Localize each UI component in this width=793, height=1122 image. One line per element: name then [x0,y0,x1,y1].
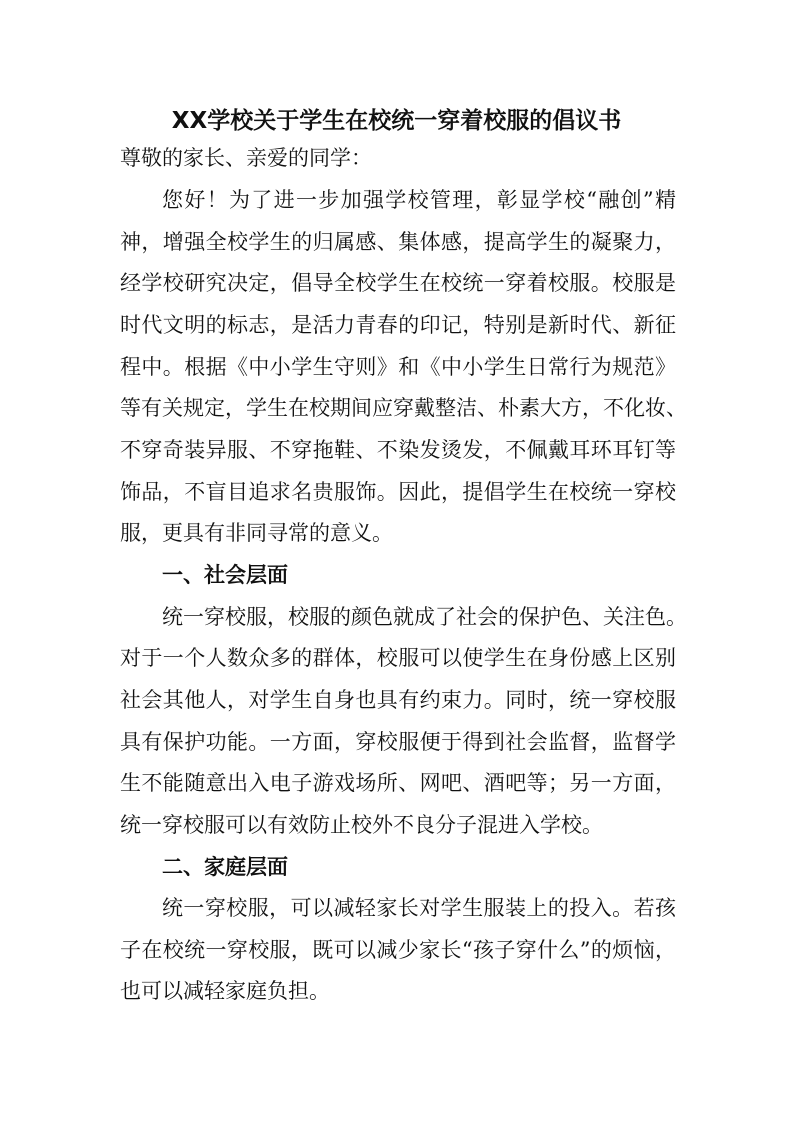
text-line: 不穿奇装异服、不穿拖鞋、不染发烫发，不佩戴耳环耳钉等 [120,438,676,462]
text-line: 服，更具有非同寻常的意义。 [120,521,393,545]
text-line: 对于一个人数众多的群体，校服可以使学生在身份感上区别 [120,646,676,670]
text-line: 也可以减轻家庭负担。 [120,979,330,1003]
text-line: 统一穿校服可以有效防止校外不良分子混进入学校。 [120,813,603,837]
text-line: 具有保护功能。一方面，穿校服便于得到社会监督，监督学 [120,730,676,754]
text-line: 生不能随意出入电子游戏场所、网吧、酒吧等；另一方面， [120,771,676,795]
text-line: 经学校研究决定，倡导全校学生在校统一穿着校服。校服是 [120,271,676,295]
section-heading: 二、家庭层面 [162,854,288,879]
text-line: 饰品，不盲目追求名贵服饰。因此，提倡学生在校统一穿校 [120,480,676,504]
text-line: 统一穿校服，校服的颜色就成了社会的保护色、关注色。 [162,605,687,629]
section-heading: 一、社会层面 [162,562,288,587]
salutation: 尊敬的家长、亲爱的同学： [120,146,372,170]
text-line: 社会其他人，对学生自身也具有约束力。同时，统一穿校服 [120,688,676,712]
text-line: 神，增强全校学生的归属感、集体感，提高学生的凝聚力， [120,230,676,254]
text-line: 程中。根据《中小学生守则》和《中小学生日常行为规范》 [120,355,676,379]
text-line: 等有关规定，学生在校期间应穿戴整洁、朴素大方，不化妆、 [120,396,687,420]
text-line: 时代文明的标志，是活力青春的印记，特别是新时代、新征 [120,313,676,337]
text-line: 子在校统一穿校服，既可以减少家长“孩子穿什么”的烦恼， [120,938,676,962]
document-title: XX学校关于学生在校统一穿着校服的倡议书 [171,108,622,134]
text-line: 统一穿校服，可以减轻家长对学生服装上的投入。若孩 [162,896,676,920]
text-line: 您好！为了进一步加强学校管理，彰显学校“融创”精 [162,188,676,212]
